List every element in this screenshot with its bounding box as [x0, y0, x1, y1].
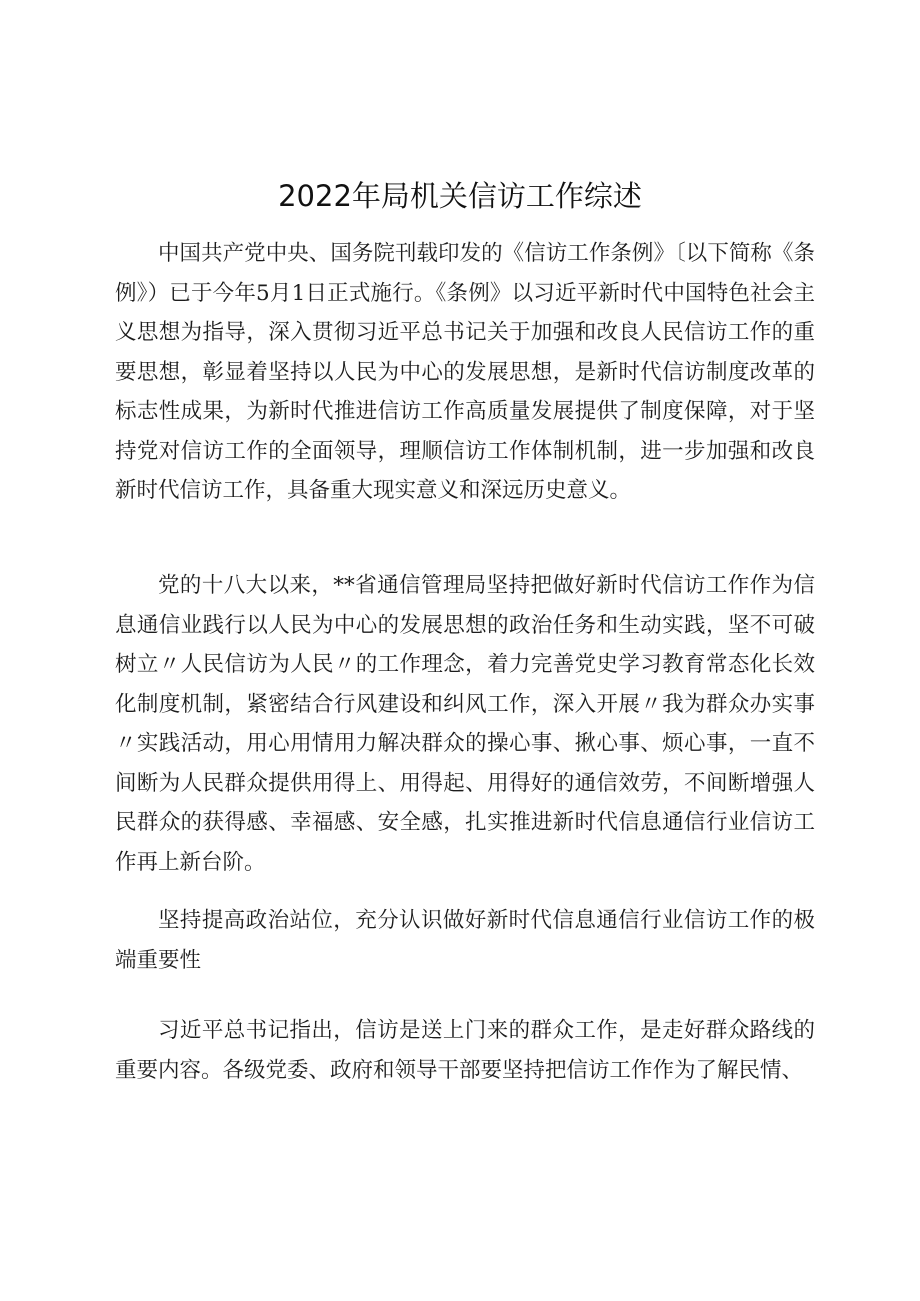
- document-title: 2022年局机关信访工作综述: [278, 179, 642, 213]
- section-heading-political-stance: 坚持提高政治站位，充分认识做好新时代信息通信行业信访工作的极端重要性: [115, 908, 815, 973]
- paragraph-xi-quote: 习近平总书记指出，信访是送上门来的群众工作，是走好群众路线的重要内容。各级党委、政府和领导干部要坚持把信访工作作为了解民情、: [115, 1018, 815, 1083]
- paragraph-regulation-intro: 中国共产党中央、国务院刊载印发的《信访工作条例》〔以下简称《条例》）已于今年5月1日正式施行。《条例》以习近平新时代中国特色社会主义思想为指导，深入贯彻习近平总书记关于加强和改良人民信访工作的重要思想，彰显着坚持以人民为中心的发展思想，是新时代信访制度改革的标志性成果，为新时代推进信访工作高质量发展提供了制度保障，对于坚持党对信访工作的全面领导，理顺信访工作体制机制，进一步加强和改良新时代信访工作，具备重大现实意义和深远历史意义。: [115, 241, 815, 503]
- paragraph-bureau-practice: 党的十八大以来，**省通信管理局坚持把做好新时代信访工作作为信息通信业践行以人民为中心的发展思想的政治任务和生动实践，坚不可破树立〃人民信访为人民〃的工作理念，着力完善党史学习教育常态化长效化制度机制，紧密结合行风建设和纠风工作，深入开展〃我为群众办实事〃实践活动，用心用情用力解决群众的操心事、揪心事、烦心事，一直不间断为人民群众提供用得上、用得起、用得好的通信效劳，不间断增强人民群众的获得感、幸福感、安全感，扎实推进新时代信息通信行业信访工作再上新台阶。: [115, 573, 815, 875]
